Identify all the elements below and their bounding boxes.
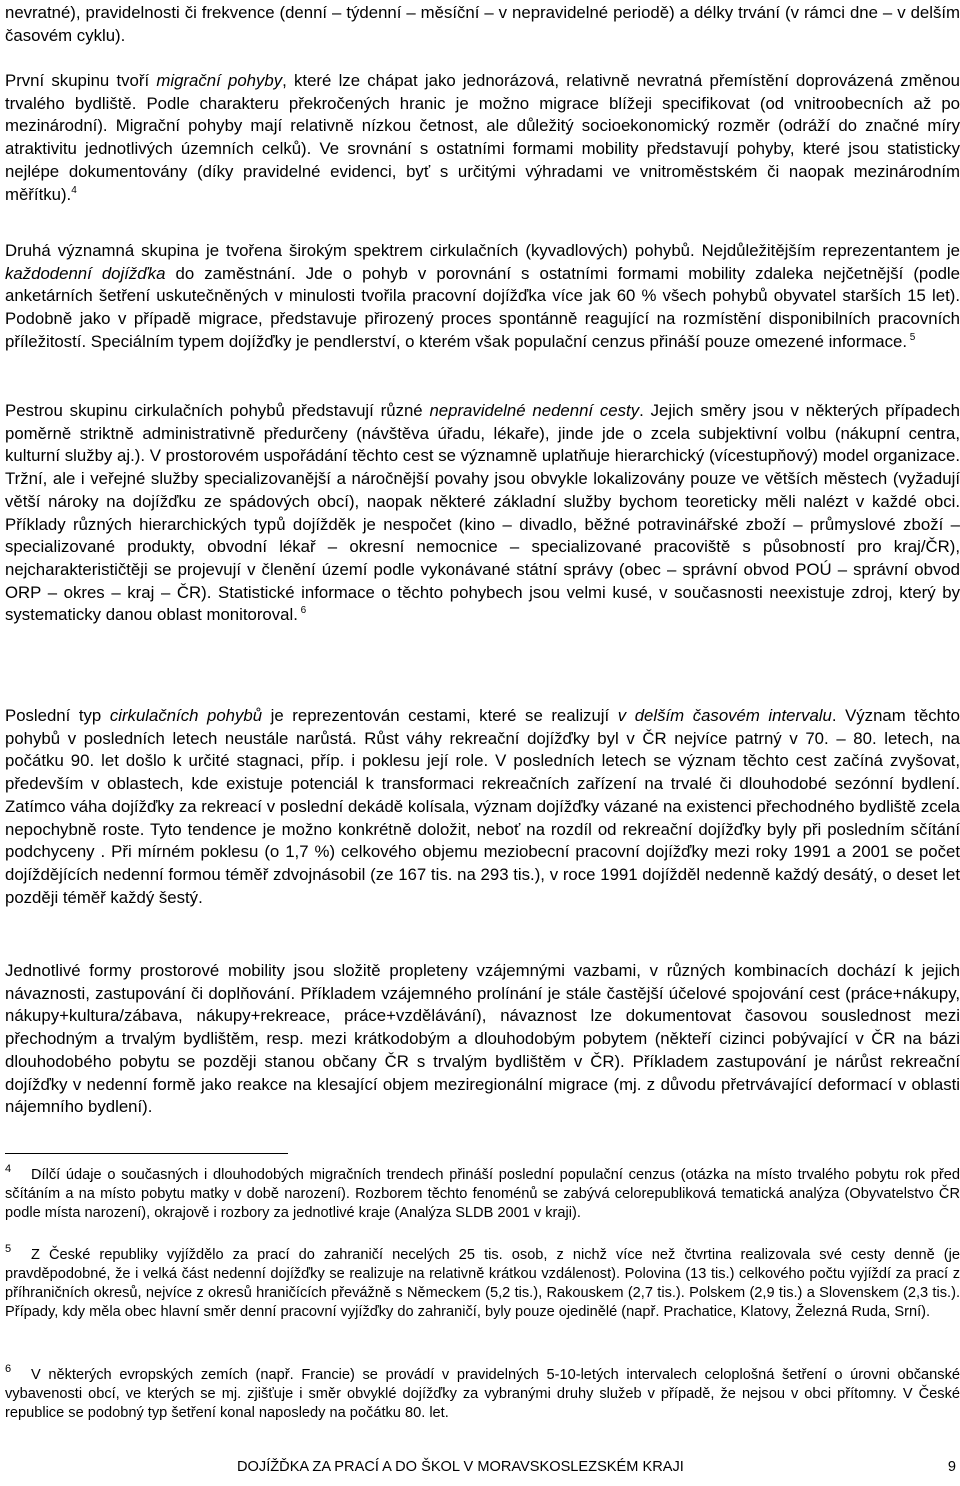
paragraph-commuting	[5, 240, 960, 354]
footer-title: DOJÍŽĎKA ZA PRACÍ A DO ŠKOL V MORAVSKOSLEZSKÉM KRAJI	[237, 1459, 684, 1475]
paragraph-long-interval-trips	[5, 705, 960, 909]
footnote-text: Z České republiky vyjíždělo za prací do zahraničí necelých 25 tis. osob, z nichž více než čtvrtina realizovala své cesty denně (je pravděpodobné, že i velká část nedenní dojížďky se realizuje na relativně krátkou vzdálenost). Polovina (13 tis.) celkového počtu vyjíždí za prací z příhraničních okresů, nejvíce z okresů hraničících převážně s Německem (5,2 tis.), Rakouskem (2,7 tis.). Polskem (2,9 tis.) a Slovenskem (2,3 tis.). Případy, kdy měla obec hlavní směr denní pracovní vyjížďky do zahraničí, byly pouze ojedinělé (např. Prachatice, Klatovy, Železná Ruda, Srní).	[5, 1247, 960, 1320]
italic-term: nepravidelné nedenní cesty	[429, 401, 640, 420]
footnote-reference[interactable]: 6	[297, 605, 307, 617]
paragraph-migration	[5, 70, 960, 206]
paragraph-text: do zaměstnání. Jde o pohyb v porovnání s ostatními formami mobility zdaleka nejčetnější (podle anketárních šetření uskutečněných v minulosti tvořila pracovní dojížďka více jak 60 % všech pohybů obyvatel starších 15 let). Podobně jako v případě migrace, představuje přirozený proces spontánně reagující na rozmístění disponibilních pracovních příležitostí. Speciálním typem dojížďky je pendlerství, o kterém však populační cenzus přináší pouze omezené informace.	[5, 263, 960, 351]
italic-term: migrační pohyby	[156, 71, 283, 90]
footnote-number: 6	[5, 1363, 12, 1375]
page-footer	[0, 1459, 960, 1479]
paragraph-text: , které lze chápat jako jednorázová, relativně nevratná přemístění doprovázená změnou trvalého bydliště. Podle charakteru překročených hranic je možno migrace blížeji specifikovat (od vnitroobecních až po mezinárodní). Migrační pohyby mají relativně nízkou četnost, ale důležitý socioekonomický rozměr (odráží do značné míry atraktivitu jednotlivých územních celků). Ve srovnání s ostatními formami mobility představují pohyby, které jsou statisticky nejlépe dokumentovány (díky pravidelné evidenci, byť s určitými výhradami ve vnitroměstském či naopak mezinárodním měřítku).	[5, 71, 960, 204]
footnote-separator	[5, 1153, 288, 1154]
footnote-number: 5	[5, 1243, 12, 1255]
paragraph-text: nevratné), pravidelnosti či frekvence (denní – týdenní – měsíční – v nepravidelné periodě) a délky trvání (v rámci dne – v delším časovém cyklu).	[5, 3, 960, 45]
footnote-reference[interactable]: 5	[907, 331, 916, 343]
italic-term: každodenní dojížďka	[5, 263, 166, 283]
page-number: 9	[947, 1459, 956, 1475]
italic-term: cirkulačních pohybů	[109, 706, 263, 725]
paragraph-text: je reprezentován cestami, které se realizují	[262, 706, 618, 725]
footnote-number: 4	[5, 1163, 12, 1175]
footnote-4	[5, 1163, 960, 1223]
paragraph-text: Pestrou skupinu cirkulačních pohybů představují různé	[5, 401, 430, 420]
italic-term: v delším časovém intervalu	[617, 706, 832, 725]
paragraph-intro-continuation	[5, 2, 960, 47]
footnote-text: Dílčí údaje o současných i dlouhodobých migračních trendech přináší poslední populační cenzus (otázka na místo trvalého pobytu rok před sčítáním a na místo pobytu matky v době narození). Rozborem těchto fenoménů se zabývá celorepubliková tematická analýza (Obyvatelstvo ČR podle místa narození), okrajově i rozbory za jednotlivé kraje (Analýza SLDB 2001 v kraji).	[5, 1167, 960, 1221]
footnote-5	[5, 1243, 960, 1322]
footnote-text: V některých evropských zemích (např. Francie) se provádí v pravidelných 5-10-letých intervalech celoplošná šetření o úrovni občanské vybavenosti obcí, ve kterých se mj. zjišťuje i směr obvyklé dojížďky za vybranými druhy služeb v případě, že nejsou v obci přítomny. V České republice se podobný typ šetření konal naposledy na počátku 80. let.	[5, 1367, 960, 1421]
paragraph-combined-forms	[5, 960, 960, 1119]
footnote-6	[5, 1363, 960, 1423]
footnote-reference[interactable]: 4	[71, 184, 77, 196]
paragraph-text: . Význam těchto pohybů v posledních letech neustále narůstá. Růst váhy rekreační dojížďky byl v ČR nejvíce patrný v 70. – 80. letech, na počátku 90. let došlo k určité stagnaci, příp. i poklesu její role. V posledních letech se význam těchto cest začíná zvyšovat, především v oblastech, kde existuje potenciál k transformaci rekreačních zařízení na trvalé či dlouhodobé sezónní bydlení. Zatímco váha dojížďky za rekreací v poslední dekádě kolísala, význam dojížďky vázané na existenci přechodného bydliště zcela nepochybně roste. Tyto tendence je možno konkrétně doložit, neboť na rozdíl od rekreační dojížďky byly při posledním sčítání podchyceny . Při mírném poklesu (o 1,7 %) celkového objemu meziobecní pracovní dojížďky mezi roky 1991 a 2001 se počet dojíždějících nedenní formou téměř zdvojnásobil (ze 167 tis. na 293 tis.), v roce 1991 dojížděl nedenně každý desátý, o deset let později téměř každý šestý.	[5, 706, 960, 907]
paragraph-text: Poslední typ	[5, 706, 110, 725]
paragraph-irregular-trips	[5, 400, 960, 627]
paragraph-text: . Jejich směry jsou v některých případech poměrně striktně administrativně předurčeny (návštěva úřadu, lékaře), jinde jde o zcela subjektivní volbu (nákupní centra, kulturní služby aj.). V prostorovém uspořádání těchto cest se významně uplatňuje hierarchický (vícestupňový) model organizace. Tržní, ale i veřejné služby specializovanější a náročnější povahy jsou obvykle lokalizovány pouze ve větších městech (vyžadují větší nároky na dojížďku ze spádových obcí), naopak některé základní služby bychom teoreticky měli nalézt v každé obci. Příklady různých hierarchických typů dojížděk je nespočet (kino – divadlo, běžné potravinářské zboží – průmyslové zboží – specializované produkty, obvodní lékař – okresní nemocnice – specializované pracoviště s působností pro kraj/ČR), nejcharakterističtěji se projevují v členění území podle vykonávané státní správy (obec – správní obvod POÚ – správní obvod ORP – okres – kraj – ČR). Statistické informace o těchto pohybech jsou velmi kusé, v současnosti neexistuje zdroj, který by systematicky danou oblast monitoroval.	[5, 401, 960, 625]
paragraph-text: První skupinu tvoří	[5, 71, 157, 90]
paragraph-text: Druhá významná skupina je tvořena širokým spektrem cirkulačních (kyvadlových) pohybů. Nejdůležitějším reprezentantem je	[5, 241, 960, 260]
paragraph-text: Jednotlivé formy prostorové mobility jsou složitě propleteny vzájemnými vazbami, v různých kombinacích dochází k jejich návaznosti, zastupování či doplňování. Příkladem vzájemného prolínání je stále častější účelové spojování cest (práce+nákupy, nákupy+kultura/zábava, nákupy+rekreace, práce+vzdělávání), návaznost lze dokumentovat časovou souslednost mezi přechodným a trvalým bydlištěm, resp. mezi krátkodobým a dlouhodobým pobytem (někteří cizinci pobývající v ČR na bázi dlouhodobého pobytu se později stanou občany ČR s trvalým bydlištěm v ČR). Příkladem zastupování je nárůst rekreační dojížďky v nedenní formě jako reakce na klesající objem meziregionální migrace (mj. z důvodu přetrvávající deformací v oblasti nájemního bydlení).	[5, 961, 960, 1117]
